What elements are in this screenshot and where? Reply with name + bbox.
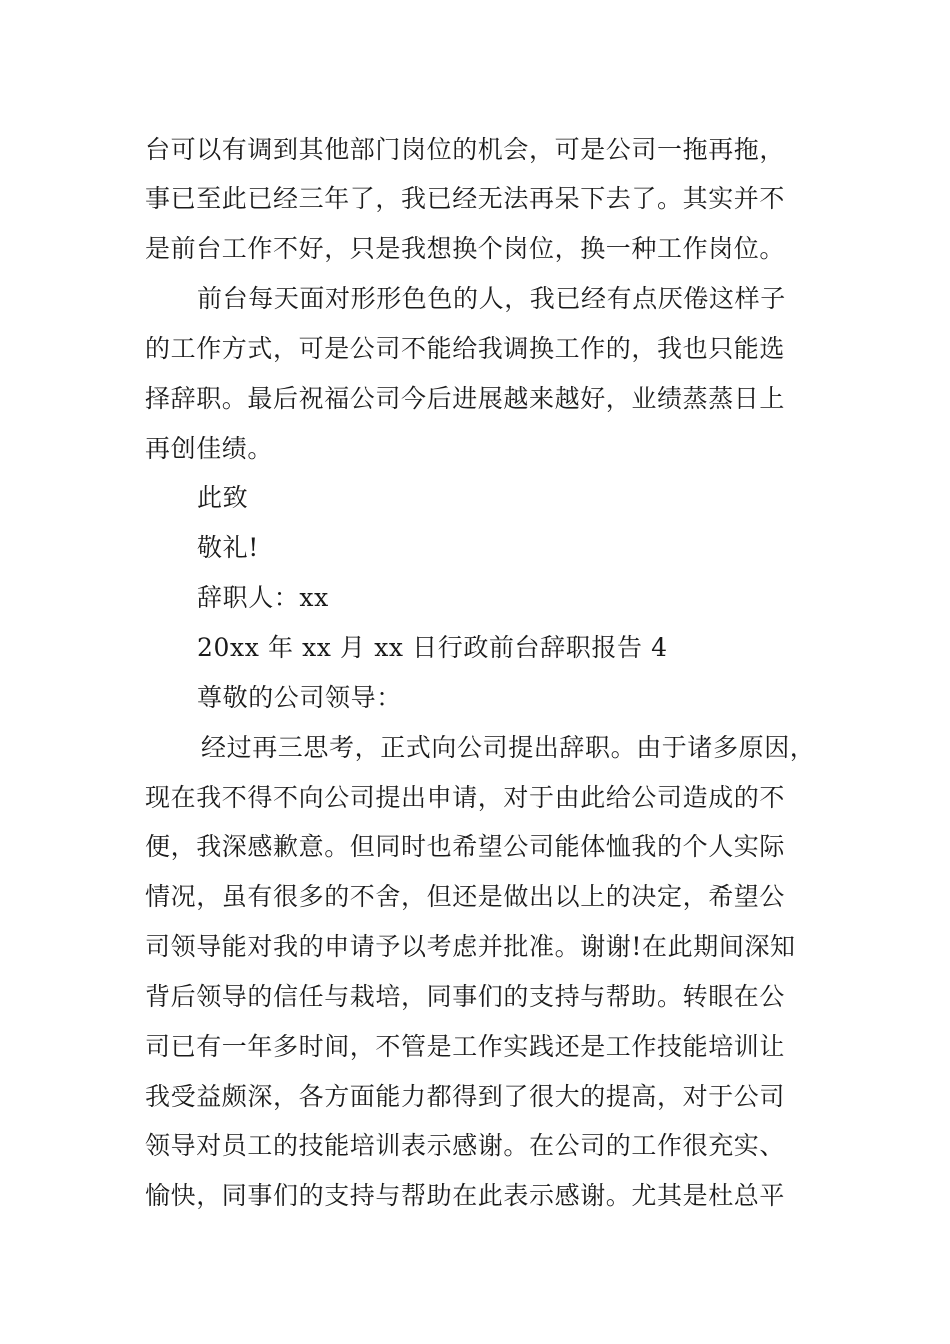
section-heading: 20xx 年 xx 月 xx 日行政前台辞职报告 4	[197, 633, 668, 662]
body-text-line: 司领导能对我的申请予以考虑并批准。谢谢!在此期间深知	[145, 932, 796, 961]
body-text-line: 背后领导的信任与栽培，同事们的支持与帮助。转眼在公	[145, 982, 786, 1011]
paragraph-first-line: 前台每天面对形形色色的人，我已经有点厌倦这样子	[197, 284, 786, 313]
body-text-line: 的工作方式，可是公司不能给我调换工作的，我也只能选	[145, 334, 786, 363]
body-text-line: 领导对员工的技能培训表示感谢。在公司的工作很充实、	[145, 1131, 786, 1160]
body-text-line: 是前台工作不好，只是我想换个岗位，换一种工作岗位。	[145, 234, 786, 263]
body-text-line: 便，我深感歉意。但同时也希望公司能体恤我的个人实际	[145, 832, 786, 861]
signature-line: 辞职人：xx	[197, 583, 329, 612]
body-text-line: 情况，虽有很多的不舍，但还是做出以上的决定，希望公	[145, 882, 786, 911]
closing-salutation: 此致	[197, 483, 249, 512]
body-text-line: 事已至此已经三年了，我已经无法再呆下去了。其实并不	[145, 184, 786, 213]
greeting: 尊敬的公司领导：	[197, 683, 402, 712]
paragraph-first-line: 经过再三思考，正式向公司提出辞职。由于诸多原因，	[201, 733, 816, 762]
body-text-line: 台可以有调到其他部门岗位的机会，可是公司一拖再拖，	[145, 135, 786, 164]
body-text-line: 司已有一年多时间，不管是工作实践还是工作技能培训让	[145, 1032, 786, 1061]
body-text-line: 再创佳绩。	[145, 434, 274, 463]
body-text-line: 择辞职。最后祝福公司今后进展越来越好，业绩蒸蒸日上	[145, 384, 786, 413]
body-text-line: 愉快，同事们的支持与帮助在此表示感谢。尤其是杜总平	[145, 1181, 786, 1210]
body-text-line: 我受益颇深，各方面能力都得到了很大的提高，对于公司	[145, 1082, 786, 1111]
closing-regards: 敬礼!	[197, 533, 259, 562]
body-text-line: 现在我不得不向公司提出申请，对于由此给公司造成的不	[145, 783, 786, 812]
